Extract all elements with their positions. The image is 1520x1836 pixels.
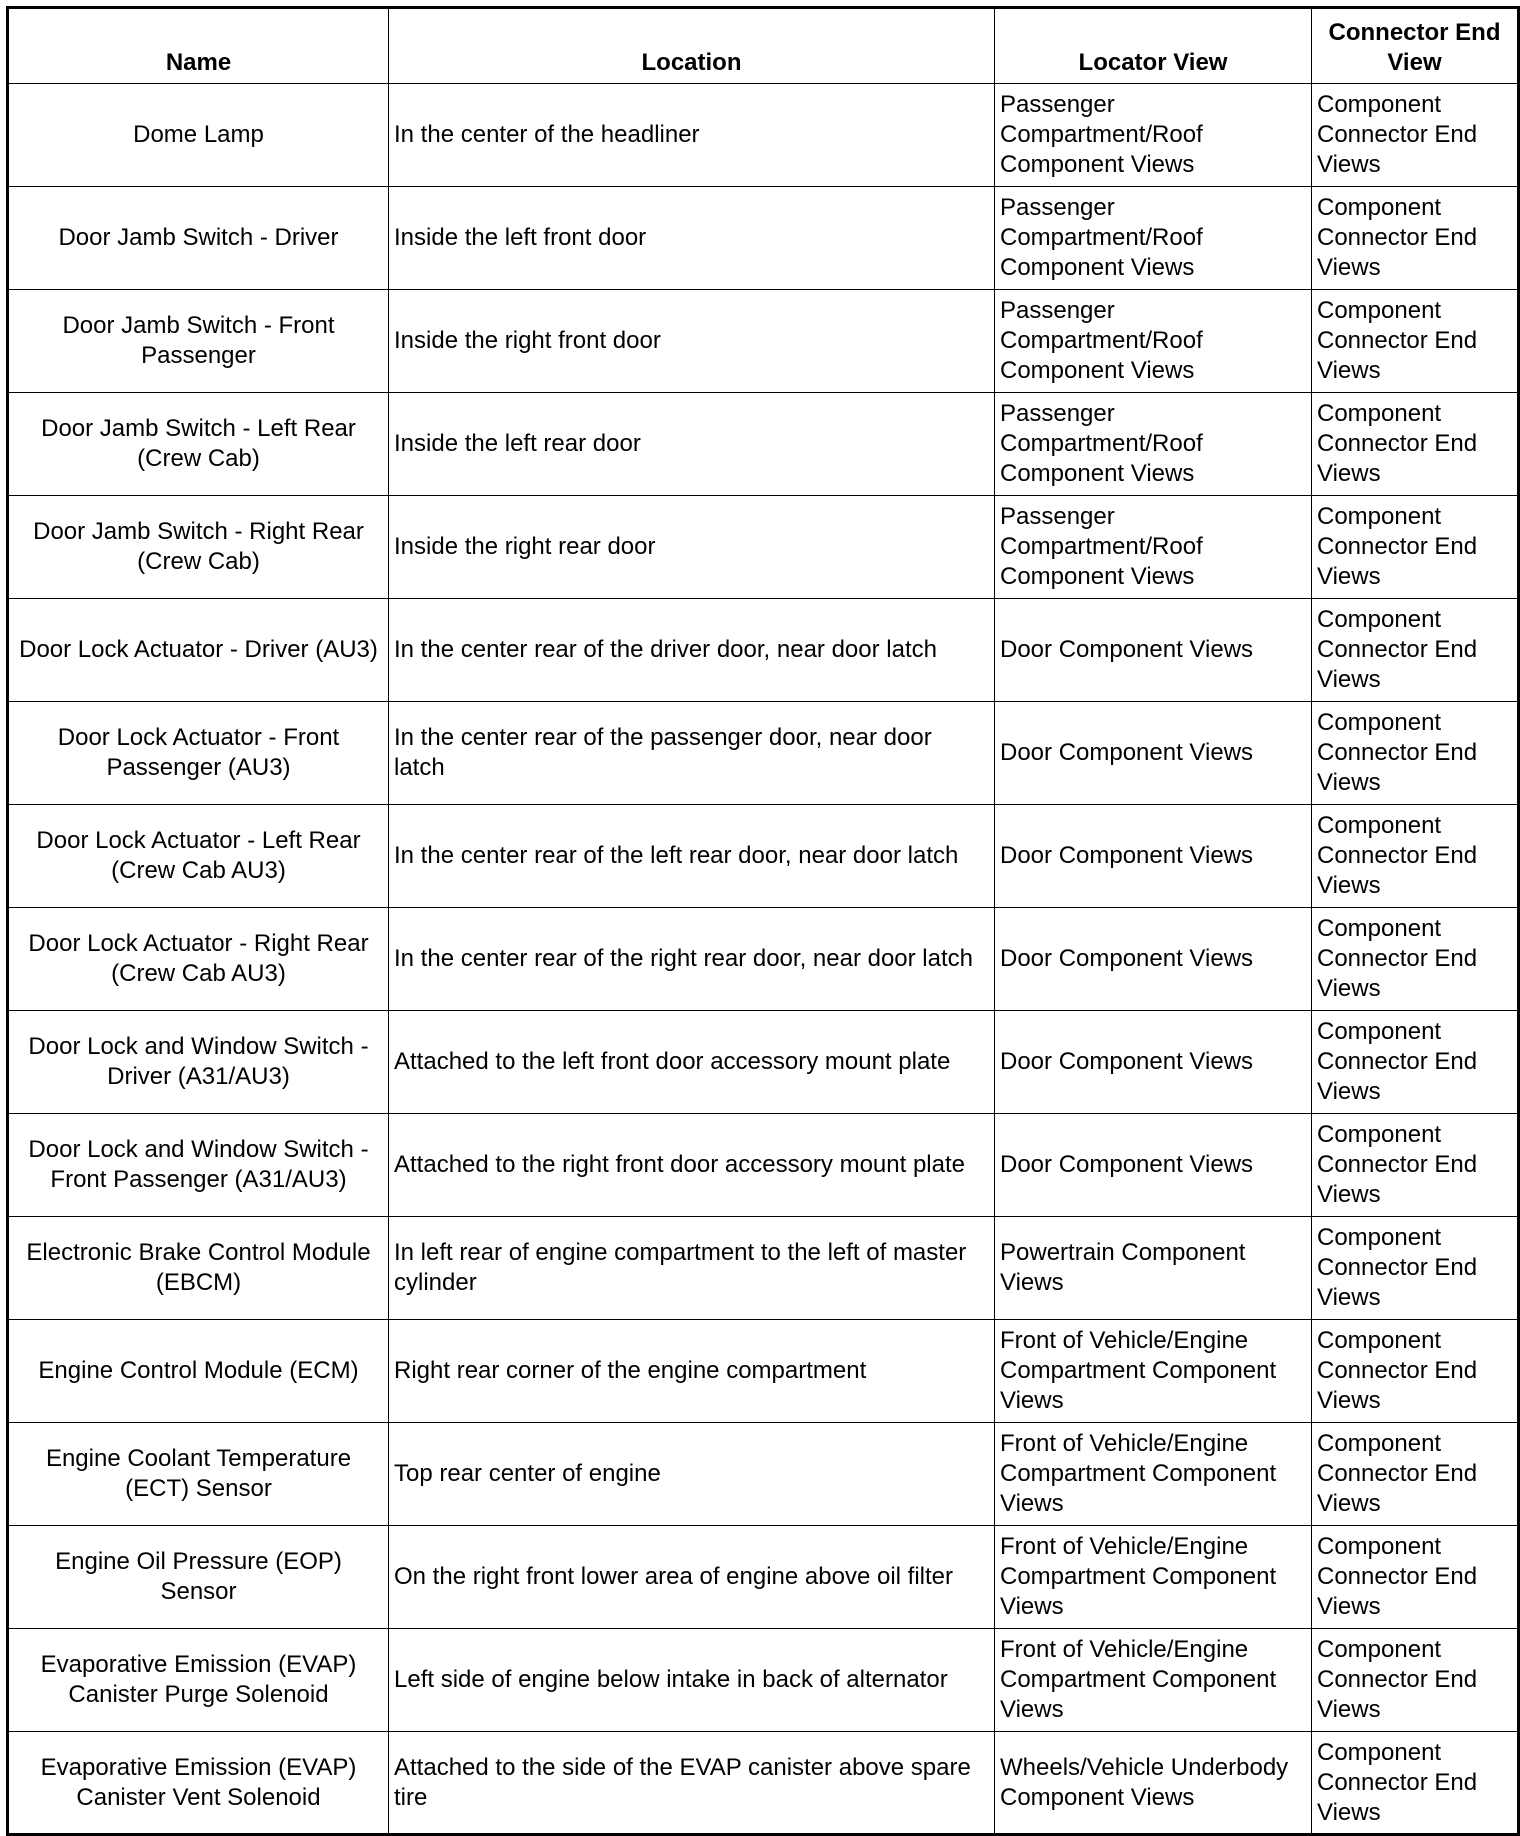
connector-end-view-ref: Component Connector End Views	[1312, 908, 1519, 1011]
table-row	[8, 1629, 1519, 1732]
component-location: In the center rear of the left rear door, near door latch	[389, 805, 995, 908]
locator-view-ref: Passenger Compartment/Roof Component Views	[995, 187, 1312, 290]
component-location: Attached to the side of the EVAP canister above spare tire	[389, 1732, 995, 1835]
table-row	[8, 908, 1519, 1011]
component-name: Door Jamb Switch - Driver	[8, 187, 389, 290]
locator-view-ref: Door Component Views	[995, 1011, 1312, 1114]
component-name: Door Jamb Switch - Left Rear (Crew Cab)	[8, 393, 389, 496]
header-locator-view: Locator View	[995, 8, 1312, 84]
locator-view-ref: Front of Vehicle/Engine Compartment Component Views	[995, 1526, 1312, 1629]
component-name: Engine Control Module (ECM)	[8, 1320, 389, 1423]
component-name: Engine Coolant Temperature (ECT) Sensor	[8, 1423, 389, 1526]
connector-end-view-ref: Component Connector End Views	[1312, 1217, 1519, 1320]
locator-view-ref: Passenger Compartment/Roof Component Views	[995, 496, 1312, 599]
component-name: Evaporative Emission (EVAP) Canister Purge Solenoid	[8, 1629, 389, 1732]
connector-end-view-ref: Component Connector End Views	[1312, 599, 1519, 702]
connector-end-view-ref: Component Connector End Views	[1312, 702, 1519, 805]
component-location: In the center of the headliner	[389, 84, 995, 187]
table-row	[8, 805, 1519, 908]
connector-end-view-ref: Component Connector End Views	[1312, 1320, 1519, 1423]
table-row	[8, 290, 1519, 393]
table-row	[8, 496, 1519, 599]
component-name: Door Jamb Switch - Front Passenger	[8, 290, 389, 393]
component-location: Attached to the right front door accessory mount plate	[389, 1114, 995, 1217]
component-location: Left side of engine below intake in back of alternator	[389, 1629, 995, 1732]
component-name: Door Lock Actuator - Left Rear (Crew Cab AU3)	[8, 805, 389, 908]
component-location: In left rear of engine compartment to the left of master cylinder	[389, 1217, 995, 1320]
locator-view-ref: Passenger Compartment/Roof Component Views	[995, 393, 1312, 496]
component-name: Electronic Brake Control Module (EBCM)	[8, 1217, 389, 1320]
locator-view-ref: Door Component Views	[995, 1114, 1312, 1217]
connector-end-view-ref: Component Connector End Views	[1312, 1629, 1519, 1732]
connector-end-view-ref: Component Connector End Views	[1312, 1114, 1519, 1217]
table-row	[8, 1423, 1519, 1526]
component-location: In the center rear of the passenger door, near door latch	[389, 702, 995, 805]
table-row	[8, 1114, 1519, 1217]
component-location: Inside the left front door	[389, 187, 995, 290]
table-row	[8, 599, 1519, 702]
locator-view-ref: Passenger Compartment/Roof Component Views	[995, 290, 1312, 393]
component-name: Door Lock Actuator - Front Passenger (AU3)	[8, 702, 389, 805]
component-name: Door Lock Actuator - Right Rear (Crew Cab AU3)	[8, 908, 389, 1011]
header-row	[8, 8, 1519, 84]
locator-view-ref: Wheels/Vehicle Underbody Component Views	[995, 1732, 1312, 1835]
component-location: Inside the left rear door	[389, 393, 995, 496]
table-row	[8, 84, 1519, 187]
component-name: Door Jamb Switch - Right Rear (Crew Cab)	[8, 496, 389, 599]
locator-view-ref: Powertrain Component Views	[995, 1217, 1312, 1320]
locator-view-ref: Door Component Views	[995, 702, 1312, 805]
component-locator-sheet	[6, 6, 1517, 1826]
component-location: Top rear center of engine	[389, 1423, 995, 1526]
table-row	[8, 1011, 1519, 1114]
component-locator-table	[6, 6, 1520, 1836]
header-location: Location	[389, 8, 995, 84]
connector-end-view-ref: Component Connector End Views	[1312, 393, 1519, 496]
table-row	[8, 187, 1519, 290]
connector-end-view-ref: Component Connector End Views	[1312, 1526, 1519, 1629]
component-location: In the center rear of the driver door, near door latch	[389, 599, 995, 702]
locator-view-ref: Front of Vehicle/Engine Compartment Component Views	[995, 1629, 1312, 1732]
table-row	[8, 1732, 1519, 1835]
table-row	[8, 702, 1519, 805]
table-row	[8, 1217, 1519, 1320]
connector-end-view-ref: Component Connector End Views	[1312, 1011, 1519, 1114]
component-location: Inside the right rear door	[389, 496, 995, 599]
table-row	[8, 393, 1519, 496]
connector-end-view-ref: Component Connector End Views	[1312, 1732, 1519, 1835]
component-location: Right rear corner of the engine compartment	[389, 1320, 995, 1423]
component-location: On the right front lower area of engine above oil filter	[389, 1526, 995, 1629]
connector-end-view-ref: Component Connector End Views	[1312, 805, 1519, 908]
connector-end-view-ref: Component Connector End Views	[1312, 187, 1519, 290]
locator-view-ref: Front of Vehicle/Engine Compartment Component Views	[995, 1320, 1312, 1423]
connector-end-view-ref: Component Connector End Views	[1312, 290, 1519, 393]
component-name: Door Lock and Window Switch - Front Passenger (A31/AU3)	[8, 1114, 389, 1217]
header-name: Name	[8, 8, 389, 84]
connector-end-view-ref: Component Connector End Views	[1312, 84, 1519, 187]
table-row	[8, 1320, 1519, 1423]
component-location: Inside the right front door	[389, 290, 995, 393]
component-location: Attached to the left front door accessory mount plate	[389, 1011, 995, 1114]
locator-view-ref: Passenger Compartment/Roof Component Views	[995, 84, 1312, 187]
component-name: Engine Oil Pressure (EOP) Sensor	[8, 1526, 389, 1629]
locator-view-ref: Door Component Views	[995, 599, 1312, 702]
component-name: Evaporative Emission (EVAP) Canister Vent Solenoid	[8, 1732, 389, 1835]
locator-view-ref: Door Component Views	[995, 908, 1312, 1011]
component-location: In the center rear of the right rear door, near door latch	[389, 908, 995, 1011]
connector-end-view-ref: Component Connector End Views	[1312, 496, 1519, 599]
component-name: Dome Lamp	[8, 84, 389, 187]
connector-end-view-ref: Component Connector End Views	[1312, 1423, 1519, 1526]
header-connector-end-view: Connector End View	[1312, 8, 1519, 84]
component-name: Door Lock and Window Switch - Driver (A31/AU3)	[8, 1011, 389, 1114]
locator-view-ref: Front of Vehicle/Engine Compartment Component Views	[995, 1423, 1312, 1526]
locator-view-ref: Door Component Views	[995, 805, 1312, 908]
table-row	[8, 1526, 1519, 1629]
component-name: Door Lock Actuator - Driver (AU3)	[8, 599, 389, 702]
